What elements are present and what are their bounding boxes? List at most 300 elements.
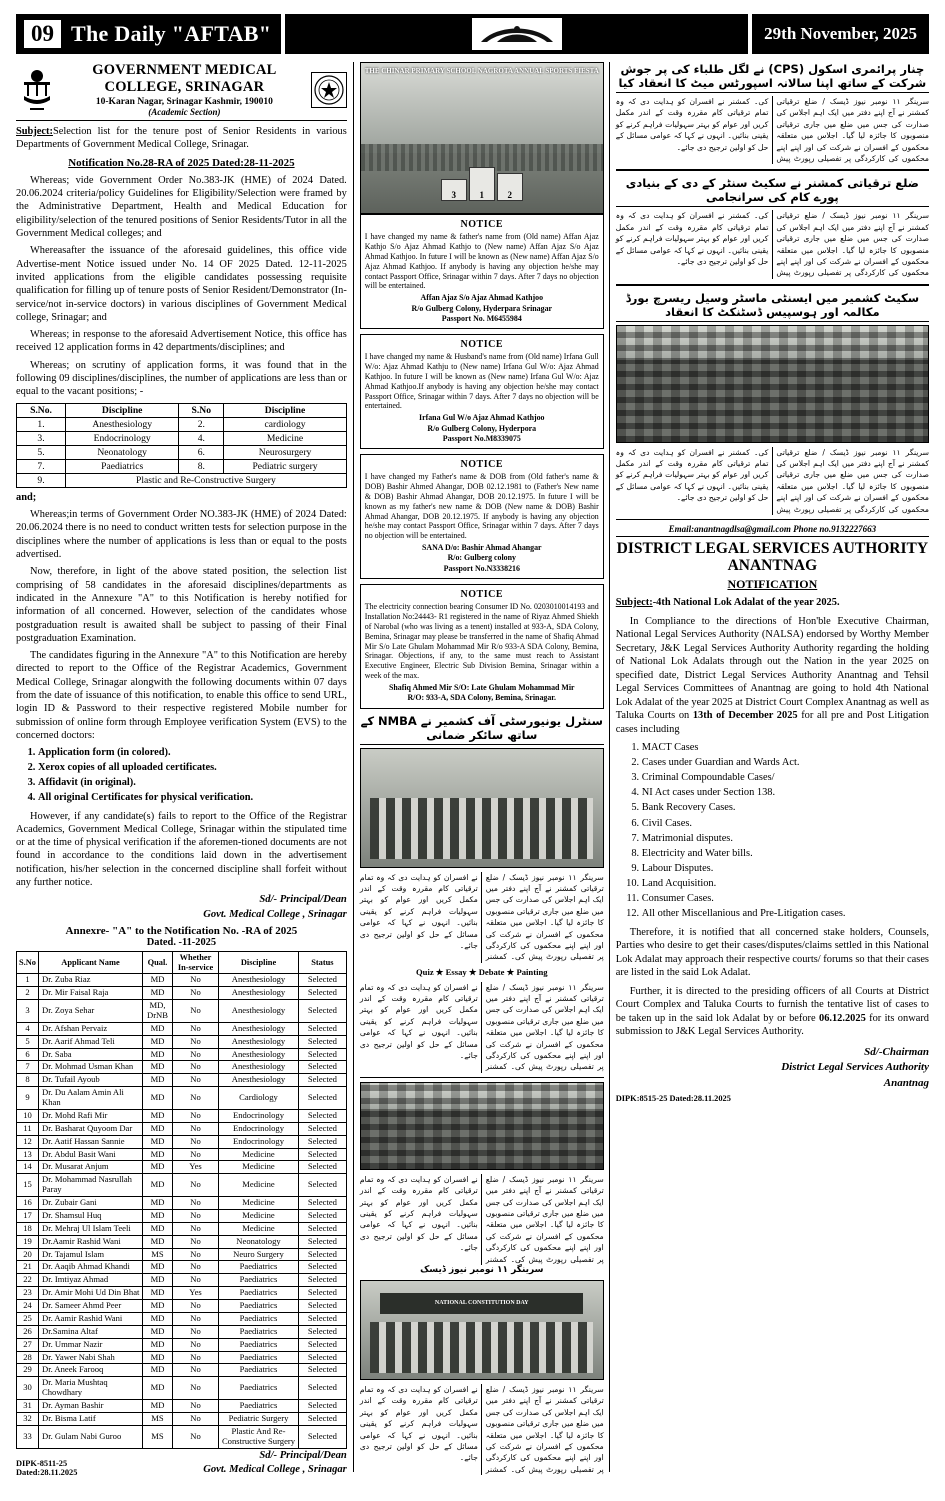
- table-row: [17, 1022, 347, 1035]
- cell-in-service: No: [173, 1412, 219, 1425]
- cell-in-service: No: [173, 1300, 219, 1313]
- cell-sno: 9.: [17, 473, 66, 487]
- cell-status: Selected: [299, 987, 347, 1000]
- cell-discipline: Paediatrics: [219, 1274, 299, 1287]
- cell-qualification: MD: [143, 1161, 173, 1174]
- gmc-dipk: [16, 1459, 77, 1477]
- cell-applicant-name: Dr. Tufail Ayoub: [39, 1074, 143, 1087]
- cell-applicant-name: Dr. Mohammad Nasrullah Paray: [39, 1174, 143, 1197]
- dlsa-subject-text: -4th National Lok Adalat of the year 2025.: [652, 597, 840, 609]
- urdu-paragraph: سرینگر ۱۱ نومبر نیوز ڈیسک / ضلع ترقیاتی کمشنر نے آج اپنے دفتر میں ایک اہم اجلاس کی صدارت کی جس میں ضلع میں جاری ترقیاتی منصوبوں کا جائزہ لیا گیا۔ اجلاس میں متعلقہ محکموں کے افسران نے شرکت کی اور اپنے اپنے محکموں کی کارکردگی پر تفصیلی رپورٹ پیش کی۔ کمشنر نے افسران کو ہدایت دی کہ وہ تمام ترقیاتی کام مقررہ وقت کے اندر مکمل کریں اور عوام کو بہتر سہولیات فراہم کرنے کو یقینی بنائیں۔ انہوں نے کہا کہ عوامی مسائل کے حل کو اولین ترجیح دی جائے۔: [615, 447, 929, 514]
- table-row: [17, 417, 347, 431]
- urdu-headline-cuk-nmba: سنٹرل یونیورسٹی آف کشمیر نے NMBA کے ساتھ سائکر ضمانی: [360, 714, 604, 745]
- cell-qualification: MD, DrNB: [143, 1000, 173, 1023]
- cell-status: Selected: [299, 1248, 347, 1261]
- cell-qualification: MD: [143, 1261, 173, 1274]
- cell-in-service: Yes: [173, 1287, 219, 1300]
- cell-status: Selected: [299, 1235, 347, 1248]
- cell-sno: 15: [17, 1174, 39, 1197]
- dipk-date: Dated:28.11.2025: [16, 1468, 78, 1478]
- group-photo: [360, 748, 604, 868]
- cell-qualification: MD: [143, 1400, 173, 1413]
- urdu-headline-dc: ضلع ترقیاتی کمشنر نے سکیٹ سنٹر کے دی کے بنیادی پورے کام کی سرانجامی: [616, 176, 929, 207]
- cell-discipline: Anesthesiology: [219, 1061, 299, 1074]
- table-row: [17, 1122, 347, 1135]
- dlsa-para3-end: for its onward submission to J&K Legal Services Authority.: [615, 1012, 929, 1038]
- cell-sno: 8: [17, 1074, 39, 1087]
- aftab-logo-icon: [471, 17, 563, 51]
- cell-in-service: No: [173, 1222, 219, 1235]
- column-gmc: [16, 62, 354, 1478]
- school-sports-photo: [360, 62, 604, 214]
- cell-applicant-name: Dr.Aamir Rashid Wani: [39, 1235, 143, 1248]
- cell-qualification: MD: [143, 1325, 173, 1338]
- dlsa-case-list: [616, 741, 929, 921]
- cell-sno: 9: [17, 1087, 39, 1110]
- masthead: [16, 14, 929, 54]
- cell-status: Selected: [299, 1222, 347, 1235]
- notice-footer: [365, 683, 599, 704]
- th-discipline: Discipline: [219, 951, 299, 973]
- urdu-byline: سرینگر ۱۱ نومبر نیوز ڈیسک: [420, 1264, 544, 1275]
- table-row: [17, 1087, 347, 1110]
- column-notices: [360, 62, 610, 1472]
- table-row: [17, 1400, 347, 1413]
- th-qualification: Qual.: [143, 951, 173, 973]
- table-row: [17, 431, 347, 445]
- dlsa-subtitle: NOTIFICATION: [727, 577, 818, 592]
- cell-in-service: No: [173, 1338, 219, 1351]
- table-row: [17, 1312, 347, 1325]
- dlsa-signature: [616, 1045, 929, 1091]
- footer-sign-1: Sd/- Principal/Dean: [259, 1449, 347, 1461]
- cell-qualification: MD: [143, 1148, 173, 1161]
- cell-sno: 7.: [17, 459, 66, 473]
- notice-box-3: [360, 454, 604, 579]
- cell-in-service: No: [173, 1022, 219, 1035]
- cell-status: Selected: [299, 1161, 347, 1174]
- cell-discipline2: cardiology: [224, 417, 347, 431]
- list-item: 8. Electricity and Water bills.: [642, 847, 929, 861]
- cell-status: Selected: [299, 1364, 347, 1377]
- dlsa-para1-date: 13th of December 2025: [692, 710, 798, 722]
- page-number: 09: [24, 20, 61, 47]
- cell-qualification: MS: [143, 1248, 173, 1261]
- cell-discipline: Pediatric Surgery: [219, 1412, 299, 1425]
- bullet-debate: Debate: [478, 966, 505, 977]
- cell-applicant-name: Dr. Aamir Rashid Wani: [39, 1312, 143, 1325]
- th-sno: S.No: [17, 951, 39, 973]
- cell-in-service: No: [173, 1109, 219, 1122]
- notice-foot-line: R/o Gulberg Colony, Hyderpara Srinagar: [411, 303, 553, 313]
- cell-status: Selected: [299, 1135, 347, 1148]
- cell-sno: 32: [17, 1412, 39, 1425]
- table-row: [17, 1377, 347, 1400]
- cell-status: Selected: [299, 1061, 347, 1074]
- urdu-paragraph: سرینگر ۱۱ نومبر نیوز ڈیسک / ضلع ترقیاتی کمشنر نے آج اپنے دفتر میں ایک اہم اجلاس کی صدارت کی جس میں ضلع میں جاری ترقیاتی منصوبوں کا جائزہ لیا گیا۔ اجلاس میں متعلقہ محکموں کے افسران نے شرکت کی اور اپنے اپنے محکموں کی کارکردگی پر تفصیلی رپورٹ پیش کی۔ کمشنر نے افسران کو ہدایت دی کہ وہ تمام ترقیاتی کام مقررہ وقت کے اندر مکمل کریں اور عوام کو بہتر سہولیات فراہم کرنے کو یقینی بنائیں۔ انہوں نے کہا کہ عوامی مسائل کے حل کو اولین ترجیح دی جائے۔: [359, 872, 604, 962]
- bullet-painting: Painting: [516, 966, 548, 977]
- table-header-row: [17, 403, 347, 417]
- cell-status: Selected: [299, 1338, 347, 1351]
- cell-applicant-name: Dr. Tajamul Islam: [39, 1248, 143, 1261]
- cell-in-service: No: [173, 1000, 219, 1023]
- cell-applicant-name: Dr. Aaqib Ahmad Khandi: [39, 1261, 143, 1274]
- cell-sno: 4: [17, 1022, 39, 1035]
- gmc-subject-label: Subject:: [16, 126, 53, 137]
- table-row: [17, 1074, 347, 1087]
- podium-3: 3: [441, 179, 467, 201]
- cell-discipline2: Pediatric surgery: [224, 459, 347, 473]
- list-item: 2. Xerox copies of all uploaded certificates.: [38, 761, 347, 775]
- cell-status: Selected: [299, 1300, 347, 1313]
- gmc-and: and;: [16, 491, 37, 503]
- notice-title: NOTICE: [460, 589, 503, 601]
- cell-sno2: 4.: [179, 431, 224, 445]
- cell-applicant-name: Dr. Aneek Farooq: [39, 1364, 143, 1377]
- urdu-article-iust: [360, 1174, 604, 1265]
- th-discipline-1: Discipline: [66, 403, 179, 417]
- cell-qualification: MD: [143, 987, 173, 1000]
- cell-sno: 10: [17, 1109, 39, 1122]
- cell-sno: 5: [17, 1035, 39, 1048]
- notice-footer: [365, 293, 599, 324]
- cell-status: Selected: [299, 1274, 347, 1287]
- cell-status: Selected: [299, 1048, 347, 1061]
- cell-qualification: MD: [143, 974, 173, 987]
- cell-sno: 24: [17, 1300, 39, 1313]
- gmc-subject: [16, 125, 347, 152]
- dlsa-para-1: [616, 615, 929, 737]
- cell-in-service: No: [173, 1377, 219, 1400]
- cell-in-service: No: [173, 1074, 219, 1087]
- discipline-table: [16, 403, 347, 488]
- cell-sno: 12: [17, 1135, 39, 1148]
- table-row: [17, 1174, 347, 1197]
- cell-applicant-name: Dr. Zoya Sehar: [39, 1000, 143, 1023]
- cell-discipline: Paediatrics: [219, 1261, 299, 1274]
- masthead-left: [16, 14, 281, 54]
- cell-status: Selected: [299, 1122, 347, 1135]
- cell-in-service: No: [173, 1235, 219, 1248]
- cell-in-service: No: [173, 1312, 219, 1325]
- gmc-closing-text: However, if any candidate(s) fails to report to the Office of the Registrar Academics, Government Medical College, Srinagar within the stipulated time or at the time of physical verification if the aforemen-tioned documents are not found in accordance to the conditions laid down in the advertisement notification, his/her selection in the concerned discipline shall forfeit without any further notice.: [16, 810, 347, 889]
- dlsa-subject: [616, 596, 929, 610]
- gmc-footer-signature: [203, 1449, 347, 1478]
- cell-qualification: MD: [143, 1087, 173, 1110]
- cell-status: Selected: [299, 1022, 347, 1035]
- cell-qualification: MD: [143, 1074, 173, 1087]
- notice-title: NOTICE: [460, 339, 503, 351]
- cell-discipline: Anesthesiology: [219, 1048, 299, 1061]
- table-row: [17, 1235, 347, 1248]
- cell-sno: 30: [17, 1377, 39, 1400]
- dlsa-subject-label: Subject:: [615, 597, 653, 609]
- notice-title: NOTICE: [460, 459, 503, 471]
- gmc-sign-line-1: Sd/- Principal/Dean: [259, 894, 347, 906]
- urdu-article-cuk: [360, 872, 604, 963]
- cell-applicant-name: Dr. Imtiyaz Ahmad: [39, 1274, 143, 1287]
- cell-status: Selected: [299, 1209, 347, 1222]
- gmc-para-7: The candidates figuring in the Annexure "A" to this Notification are hereby directed to report to the Office of the Registrar Academics, Government Medical College, Srinagar alongwith the following documents within 07 days from the date of issuance of this notification, to enable this office to send URL, login ID & Password to their respective registered Mobile number for submission of online form through Employee verification System (EVS) to the concerned doctors:: [16, 650, 347, 742]
- cell-discipline: Medicine: [219, 1197, 299, 1210]
- cell-discipline: Paediatrics: [219, 1325, 299, 1338]
- cell-applicant-name: Dr. Ummar Nazir: [39, 1338, 143, 1351]
- cell-applicant-name: Dr. Afshan Pervaiz: [39, 1022, 143, 1035]
- table-row: [17, 445, 347, 459]
- annexure-table: [16, 951, 347, 1449]
- cell-status: Selected: [299, 1400, 347, 1413]
- cell-sno: 18: [17, 1222, 39, 1235]
- th-sno-2: S.No: [179, 403, 224, 417]
- gmc-notification-body-2: [16, 491, 347, 743]
- cell-discipline: Anesthesiology: [219, 1000, 299, 1023]
- th-discipline-2: Discipline: [224, 403, 347, 417]
- footer-sign-2: Govt. Medical College , Srinagar: [203, 1463, 347, 1475]
- cell-in-service: No: [173, 1135, 219, 1148]
- cell-discipline: Cardiology: [219, 1087, 299, 1110]
- table-row: [17, 1148, 347, 1161]
- table-row: [17, 1300, 347, 1313]
- cell-applicant-name: Dr.Samina Altaf: [39, 1325, 143, 1338]
- list-item: 2. Cases under Guardian and Wards Act.: [642, 756, 929, 770]
- table-row: [17, 1425, 347, 1448]
- cell-in-service: No: [173, 1351, 219, 1364]
- cell-discipline: Paediatrics: [219, 1338, 299, 1351]
- urdu-article-infaar: [616, 447, 929, 515]
- urdu-paragraph: سرینگر ۱۱ نومبر نیوز ڈیسک / ضلع ترقیاتی کمشنر نے آج اپنے دفتر میں ایک اہم اجلاس کی صدارت کی جس میں ضلع میں جاری ترقیاتی منصوبوں کا جائزہ لیا گیا۔ اجلاس میں متعلقہ محکموں کے افسران نے شرکت کی اور اپنے اپنے محکموں کی کارکردگی پر تفصیلی رپورٹ پیش کی۔ کمشنر نے افسران کو ہدایت دی کہ وہ تمام ترقیاتی کام مقررہ وقت کے اندر مکمل کریں اور عوام کو بہتر سہولیات فراہم کرنے کو یقینی بنائیں۔ انہوں نے کہا کہ عوامی مسائل کے حل کو اولین ترجیح دی جائے۔: [359, 982, 604, 1072]
- urdu-headline-infaar: سکیٹ کشمیر میں ایسنٹی ماسٹر وسیل ریسرچ بورڈ مکالمہ اور ہوسپیس ڈسٹنکٹ کا انعقاد: [616, 291, 929, 322]
- activity-bullets: Quiz ★ Essay ★ Debate ★ Painting: [415, 966, 548, 977]
- cell-qualification: MD: [143, 1235, 173, 1248]
- cell-qualification: MD: [143, 1022, 173, 1035]
- list-item: 1. Application form (in colored).: [38, 746, 347, 760]
- cell-sno: 17: [17, 1209, 39, 1222]
- notice-box-2: [360, 334, 604, 449]
- cell-qualification: MD: [143, 1174, 173, 1197]
- cell-applicant-name: Dr. Zuba Riaz: [39, 974, 143, 987]
- notice-foot-line: Passport No.M8339075: [442, 433, 521, 443]
- masthead-middle: [285, 14, 748, 54]
- masthead-date: 29th November, 2025: [752, 14, 929, 54]
- list-item: 6. Civil Cases.: [642, 817, 929, 831]
- table-row: [17, 1364, 347, 1377]
- cell-discipline: Medicine: [219, 1161, 299, 1174]
- podium-2: 2: [497, 173, 523, 201]
- cell-sno: 20: [17, 1248, 39, 1261]
- cell-discipline: Anesthesiology: [219, 1022, 299, 1035]
- list-item: 5. Bank Recovery Cases.: [642, 801, 929, 815]
- cell-sno: 31: [17, 1400, 39, 1413]
- notice-box-4: [360, 584, 604, 709]
- list-item: 4. NI Act cases under Section 138.: [642, 786, 929, 800]
- cell-status: Selected: [299, 1000, 347, 1023]
- cell-discipline: Endocrinology: [219, 1135, 299, 1148]
- cell-status: Selected: [299, 1312, 347, 1325]
- cell-sno: 7: [17, 1061, 39, 1074]
- notice-body: I have changed my name & father's name from (Old name) Affan Ajaz Kathjo S/o Ajaz Ahmad Kathjo to (New name) Affan Ajaz S/o Ajaz Ahmad Kathjoo. In future I will be known as (New name) Affan Ajaz S/o Ajaz Ahmad Kathjoo. If anybody is having any objection he/she may contact Passport Office, Srinagar within 7 days. After 7 days no objection will be entertained.: [364, 232, 599, 291]
- list-item: 10. Land Acquisition.: [642, 877, 929, 891]
- cell-discipline: Anesthesiology: [66, 417, 179, 431]
- table-row: [17, 1109, 347, 1122]
- cell-discipline2: Medicine: [224, 431, 347, 445]
- list-item: 3. Criminal Compoundable Cases/: [642, 771, 929, 785]
- cell-sno2: 8.: [179, 459, 224, 473]
- table-row: [17, 1351, 347, 1364]
- table-row: [17, 459, 347, 473]
- podium-1: 1: [469, 167, 495, 201]
- cell-qualification: MD: [143, 1287, 173, 1300]
- cell-discipline: Medicine: [219, 1148, 299, 1161]
- notice-foot-line: R/o Gulberg Colony, Hyderpora: [427, 423, 537, 433]
- urdu-headline-cps: چنار پرائمری اسکول (CPS) نے لگل طلباء کی پر جوش شرکت کے ساتھ اپنا سالانہ اسپورٹس میٹ کا انعقاد کیا: [616, 62, 929, 93]
- cell-applicant-name: Dr. Saba: [39, 1048, 143, 1061]
- urdu-article-cps: [616, 96, 929, 164]
- cell-discipline: Anesthesiology: [219, 974, 299, 987]
- notice-foot-line: R/O: 933-A, SDA Colony, Bemina, Srinagar.: [407, 693, 557, 703]
- cell-in-service: No: [173, 1174, 219, 1197]
- column-urdu-dlsa: [616, 62, 929, 1472]
- list-item: 9. Labour Disputes.: [642, 862, 929, 876]
- cell-sno: 6: [17, 1048, 39, 1061]
- notice-box-1: [360, 214, 604, 329]
- cell-discipline: Medicine: [219, 1209, 299, 1222]
- cell-applicant-name: Dr. Mehraj Ul Islam Teeli: [39, 1222, 143, 1235]
- dipk-number: DIPK-8511-25: [16, 1459, 68, 1469]
- cell-sno: 13: [17, 1148, 39, 1161]
- cell-discipline: Endocrinology: [66, 431, 179, 445]
- dlsa-sign-2: District Legal Services Authority: [781, 1061, 929, 1074]
- cell-qualification: MS: [143, 1412, 173, 1425]
- gmc-notification-body: [16, 125, 347, 399]
- list-item: 4. All original Certificates for physical verification.: [38, 791, 347, 805]
- cell-applicant-name: Dr. Sameer Ahmd Peer: [39, 1300, 143, 1313]
- cell-in-service: No: [173, 1035, 219, 1048]
- cell-qualification: MD: [143, 1135, 173, 1148]
- urdu-paragraph: سرینگر ۱۱ نومبر نیوز ڈیسک / ضلع ترقیاتی کمشنر نے آج اپنے دفتر میں ایک اہم اجلاس کی صدارت کی جس میں ضلع میں جاری ترقیاتی منصوبوں کا جائزہ لیا گیا۔ اجلاس میں متعلقہ محکموں کے افسران نے شرکت کی اور اپنے اپنے محکموں کی کارکردگی پر تفصیلی رپورٹ پیش کی۔ کمشنر نے افسران کو ہدایت دی کہ وہ تمام ترقیاتی کام مقررہ وقت کے اندر مکمل کریں اور عوام کو بہتر سہولیات فراہم کرنے کو یقینی بنائیں۔ انہوں نے کہا کہ عوامی مسائل کے حل کو اولین ترجیح دی جائے۔: [615, 97, 929, 163]
- cell-status: Selected: [299, 1109, 347, 1122]
- cell-discipline: Paediatrics: [219, 1400, 299, 1413]
- national-emblem-icon: [16, 64, 58, 116]
- cell-discipline: Paediatrics: [219, 1364, 299, 1377]
- page-columns: [16, 62, 929, 1478]
- gmc-closing: [16, 810, 347, 890]
- cell-discipline: Medicine: [219, 1222, 299, 1235]
- cell-in-service: No: [173, 1197, 219, 1210]
- gmc-para-2: Whereasafter the issuance of the aforesaid guidelines, this office vide Advertise-ment Notice issued under No. 14 OF 2025 Dated. 12-11-2025 invited applications from the eligible candidates possessing requisite qualification for filling up of tenure posts of Senior Resident/Demonstrator (In-service/not in-service doctors) in various disciplines of Government Medical college, Srinagar; and: [16, 245, 347, 323]
- dlsa-para1-text: In Compliance to the directions of Hon'ble Executive Chairman, National Legal Services Authority (NALSA) endorsed by Worthy Member Secretary, J&K Legal Services Authority Authority regarding the holding of National Lok Adalats through out the Nation in the year 2025 on specified date, District Legal Services Authority Anantnag and Tehsil Legal Services Committees of Anantnag are going to hold 4th National Lok Adalat of the year 2025 at District Court Complex Anantnag as well as Taluka Courts on: [615, 615, 929, 722]
- list-item: 3. Affidavit (in original).: [38, 776, 347, 790]
- cell-sno: 21: [17, 1261, 39, 1274]
- cell-sno: 29: [17, 1364, 39, 1377]
- cell-applicant-name: Dr. Yawer Nabi Shah: [39, 1351, 143, 1364]
- cell-status: Selected: [299, 1351, 347, 1364]
- cell-discipline: Neuro Surgery: [219, 1248, 299, 1261]
- required-documents-list: [16, 746, 347, 805]
- cell-status: Selected: [299, 1412, 347, 1425]
- gmc-para-4: Whereas; on scrutiny of application forms, it was found that in the following 09 disciplines/disciplines, the number of applications are less than or equal to the vacant positions; -: [16, 359, 347, 398]
- annex-header-row: [17, 951, 347, 973]
- cell-in-service: No: [173, 1148, 219, 1161]
- cell-in-service: No: [173, 987, 219, 1000]
- gmc-sign-line-2: Govt. Medical College , Srinagar: [203, 908, 347, 920]
- cell-status: Selected: [299, 1325, 347, 1338]
- cell-status: Selected: [299, 1087, 347, 1110]
- cell-sno: 5.: [17, 445, 66, 459]
- notice-body: The electricity connection bearing Consumer ID No. 0203010014193 and Installation No:24443- R1 registered in the name of Riyaz Ahmed Shiekh of Narobal (who was living as a tenent) installed at 933-A, SDA Colony, Bemina, Srinagar may please be transferred in the name of Shafiq Ahmad Mir S/o Late Ghulam Mohammad Mir R/o 933-A SDA Colony, Bemina, Srinagar. Objections, if any, to the same must reach to Assistant Executive Engineer, Electric Sub Division Bemina, Srinagar within a week of the max.: [364, 602, 599, 681]
- cell-status: Selected: [299, 1174, 347, 1197]
- gmc-address: 10-Karan Nagar, Srinagar Kashmir, 190010: [95, 97, 273, 107]
- gmc-subject-text: Selection list for the tenure post of Senior Residents in various Departments of Government Medical College, Srinagar.: [16, 126, 347, 151]
- gmc-section: (Academic Section): [148, 107, 221, 117]
- annexure-body: [17, 974, 347, 1448]
- cell-qualification: MD: [143, 1312, 173, 1325]
- annexure-heading: [16, 925, 347, 948]
- cell-applicant-name: Dr. Basharat Quyoom Dar: [39, 1122, 143, 1135]
- cell-discipline: Anesthesiology: [219, 987, 299, 1000]
- notice-body: I have changed my Father's name & DOB from (Old father's name & DOB) Bashir Ahmed Ahangar, DOB 02.12.1981 to (Father's New name & DOB) Bashir Ahmad Ahangar, DOB 20.12.1975. In future I will be known as my father's new name & DOB (New name & DOB) Bashir Ahmad Ahangar, DOB 20.12.1975. If anybody is having any objection he/she may contact Passport Office, Srinagar within 7 days. After 7 days no objection will be entertained.: [364, 472, 599, 541]
- cell-sno: 27: [17, 1338, 39, 1351]
- table-row: [17, 1061, 347, 1074]
- table-row: [17, 1248, 347, 1261]
- gmc-title-block: [64, 62, 305, 117]
- notice-foot-line: Passport No. M6455984: [441, 313, 522, 323]
- gmc-notification-number: Notification No.28-RA of 2025 Dated:28-11-2025: [68, 156, 295, 169]
- cell-status: Selected: [299, 1287, 347, 1300]
- cell-qualification: MD: [143, 1109, 173, 1122]
- th-in-service: Whether In-service: [173, 951, 219, 973]
- dlsa-email-line: Email:anantnagdlsa@gmail.com Phone no.9132227663: [616, 524, 929, 537]
- notice-foot-line: Shafiq Ahmed Mir S/O: Late Ghulam Mohammad Mir: [389, 683, 575, 693]
- cell-qualification: MS: [143, 1425, 173, 1448]
- gmc-para-3: Whereas; in response to the aforesaid Advertisement Notice, this office has received 12 application forms in 42 departments/disciplines; and: [16, 329, 347, 354]
- table-row: [17, 1338, 347, 1351]
- cell-qualification: MD: [143, 1222, 173, 1235]
- lab-photo: [360, 1082, 604, 1170]
- dlsa-body: [616, 596, 929, 736]
- cell-discipline: Endocrinology: [219, 1122, 299, 1135]
- cell-sno: 25: [17, 1312, 39, 1325]
- gmc-header: [16, 62, 347, 121]
- cell-applicant-name: Dr. Mir Faisal Raja: [39, 987, 143, 1000]
- urdu-paragraph: سرینگر ۱۱ نومبر نیوز ڈیسک / ضلع ترقیاتی کمشنر نے آج اپنے دفتر میں ایک اہم اجلاس کی صدارت کی جس میں ضلع میں جاری ترقیاتی منصوبوں کا جائزہ لیا گیا۔ اجلاس میں متعلقہ محکموں کے افسران نے شرکت کی اور اپنے اپنے محکموں کی کارکردگی پر تفصیلی رپورٹ پیش کی۔ کمشنر نے افسران کو ہدایت دی کہ وہ تمام ترقیاتی کام مقررہ وقت کے اندر مکمل کریں اور عوام کو بہتر سہولیات فراہم کرنے کو یقینی بنائیں۔ انہوں نے کہا کہ عوامی مسائل کے حل کو اولین ترجیح دی جائے۔: [359, 1384, 604, 1474]
- notice-foot-line: Irfana Gul W/o Ajaz Ahmad Kathjoo: [419, 413, 545, 423]
- table-row: [17, 1274, 347, 1287]
- table-row: [17, 1261, 347, 1274]
- cell-sno: 22: [17, 1274, 39, 1287]
- cell-qualification: MD: [143, 1377, 173, 1400]
- bullet-essay: Essay: [445, 966, 467, 977]
- cell-applicant-name: Dr. Mohd Rafi Mir: [39, 1109, 143, 1122]
- cell-in-service: No: [173, 1364, 219, 1377]
- table-row: [17, 1000, 347, 1023]
- cell-sno: 2: [17, 987, 39, 1000]
- table-row: [17, 1161, 347, 1174]
- notice-title: NOTICE: [460, 219, 503, 230]
- cell-discipline: Endocrinology: [219, 1109, 299, 1122]
- annexure-title: Annexre- "A" to the Notification No. -RA of 2025: [65, 924, 298, 937]
- cell-qualification: MD: [143, 1209, 173, 1222]
- th-applicant-name: Applicant Name: [39, 951, 143, 973]
- cell-discipline: Paediatrics: [219, 1377, 299, 1400]
- cell-sno: 23: [17, 1287, 39, 1300]
- cell-status: Selected: [299, 974, 347, 987]
- gmc-para-5: Whereas;in terms of Government Order NO.383-JK (HME) of 2024 Dated: 20.06.2024 there is no need to conduct written tests for selection purpose in the disciplines where the number of applications is less than or equal to the posts advertised.: [16, 509, 347, 560]
- table-row: [17, 1325, 347, 1338]
- cell-sno: 19: [17, 1235, 39, 1248]
- urdu-paragraph: سرینگر ۱۱ نومبر نیوز ڈیسک / ضلع ترقیاتی کمشنر نے آج اپنے دفتر میں ایک اہم اجلاس کی صدارت کی جس میں ضلع میں جاری ترقیاتی منصوبوں کا جائزہ لیا گیا۔ اجلاس میں متعلقہ محکموں کے افسران نے شرکت کی اور اپنے اپنے محکموں کی کارکردگی پر تفصیلی رپورٹ پیش کی۔ کمشنر نے افسران کو ہدایت دی کہ وہ تمام ترقیاتی کام مقررہ وقت کے اندر مکمل کریں اور عوام کو بہتر سہولیات فراہم کرنے کو یقینی بنائیں۔ انہوں نے کہا کہ عوامی مسائل کے حل کو اولین ترجیح دی جائے۔: [359, 1174, 604, 1264]
- urdu-article-cuk-2: [360, 982, 604, 1073]
- table-row: [17, 1412, 347, 1425]
